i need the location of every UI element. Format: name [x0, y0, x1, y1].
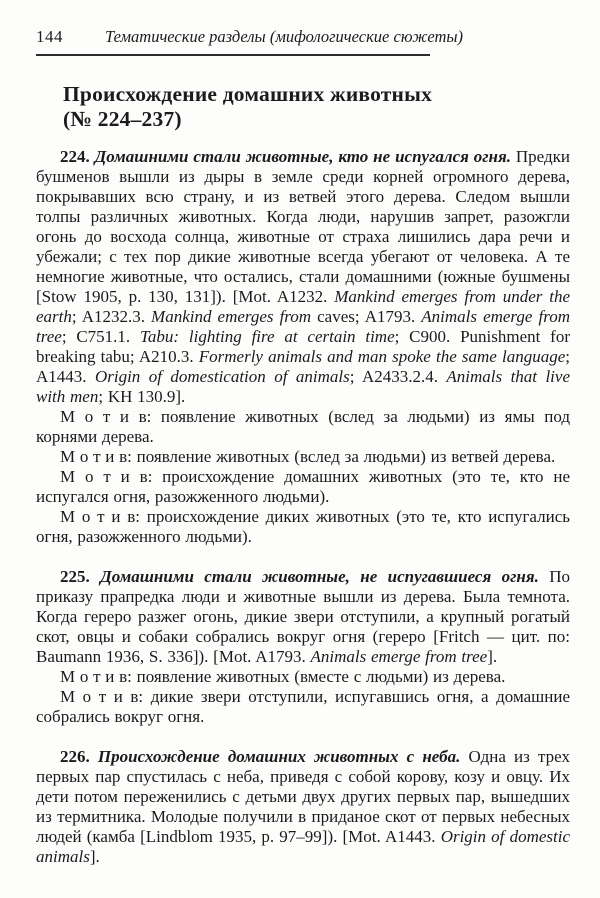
motif-text: появление животных (вместе с людьми) из дерева. — [131, 667, 506, 687]
motif-text: появление животных (вслед за людьми) из ветвей дерева. — [131, 447, 556, 467]
entry-224-segment-14: ; A2433.2.4. — [349, 367, 447, 387]
entry-224-segment-2: Предки бушменов вышли из дыры в земле среди корней огромного дерева, покрывавших всю страну, и из ветвей этого дерева. Следом вышли толпы различных животных. Когда люди, нарушив запрет, разожгли огонь до восхода солнца, животные от страха лишились дара речи и убежали; с тех пор дикие животные всегда убегают от человека. А те немногие животные, что остались, стали домашними (южные бушмены [Stow 1905, p. 130, 131]). [Mot. A1232. — [36, 147, 571, 307]
section-title-line2: (№ 224–237) — [63, 107, 182, 132]
entry-226-paragraph — [36, 747, 570, 867]
running-title: Тематические разделы (мифологические сюжеты) — [105, 27, 464, 46]
entry-224-segment-7: Animals emerge from tree — [36, 307, 570, 347]
entry-224-segment-8: ; C751.1. — [61, 327, 140, 347]
entry-225-segment-3: Animals emerge from tree — [310, 647, 488, 667]
entry-225-paragraph — [36, 567, 570, 667]
entry-224-segment-12: ; A1443. — [36, 347, 570, 387]
entry-224-segment-5: Mankind emerges from — [151, 307, 312, 327]
entry-224-segment-11: Formerly animals and man spoke the same language — [198, 347, 566, 367]
entry-224-segment-0: 224. — [60, 147, 95, 167]
running-head — [36, 27, 464, 56]
entry-224-segment-6: caves; A1793. — [311, 307, 422, 327]
entry-225-motif-0 — [36, 667, 570, 687]
motif-label: М о т и в: — [60, 447, 132, 467]
motif-label: М о т и в: — [60, 507, 140, 527]
entry-224-paragraph — [36, 147, 570, 407]
entry-224-segment-9: Tabu: lighting fire at certain time — [140, 327, 395, 347]
entry-225-segment-4: ]. — [487, 647, 498, 667]
motif-text: дикие звери отступили, испугавшись огня, а домашние собрались вокруг огня. — [36, 687, 570, 727]
entry-224-segment-15: Animals that live with men — [36, 367, 570, 407]
section-title-line1: Происхождение домашних животных — [63, 82, 433, 106]
page-number: 144 — [36, 27, 63, 46]
section-title — [63, 82, 570, 132]
motif-text: появление животных (вслед за людьми) из ямы под корнями дерева. — [36, 407, 570, 447]
motif-text: происхождение домашних животных (это те, кто не испугался огня, разожженного людьми). — [36, 467, 570, 507]
motif-label: М о т и в: — [60, 407, 152, 427]
entry-224-segment-1: Домашними стали животные, кто не испугался огня. — [94, 147, 516, 167]
motif-text: происхождение диких животных (это те, кто испугались огня, разожженного людьми). — [36, 507, 570, 547]
entry-224-motif-1 — [36, 447, 570, 467]
entry-224-segment-10: ; C900. Punishment for breaking tabu; A210.3. — [36, 327, 570, 367]
entry-224-motif-3 — [36, 507, 570, 547]
entry-226-segment-2: Одна из трех первых пар спустилась с неба, приведя с собой корову, козу и овцу. Их дети потом переженились с детьми двух других первых пар, вышедших из термитника. Молодые получили в приданое скот от первых небесных людей (камба [Lindblom 1935, p. 97–99]). [Mot. A1443. — [36, 747, 570, 847]
entry-226 — [36, 747, 570, 867]
entry-226-segment-0: 226. — [60, 747, 98, 767]
entry-225-motif-1 — [36, 687, 570, 727]
entry-225-segment-2: По приказу прапредка люди и животные вышли из дерева. Была темнота. Когда гереро разжег огонь, дикие звери отступили, а крупный рогатый скот, овцы и собаки собрались вокруг огня (гереро [Fritch — цит. по: Baumann 1936, S. 336]). [Mot. A1793. — [36, 567, 571, 667]
entry-224 — [36, 147, 570, 547]
motif-label: М о т и в: — [60, 687, 144, 707]
entry-226-segment-4: ]. — [89, 847, 100, 867]
entry-226-segment-1: Происхождение домашних животных с неба. — [97, 747, 469, 767]
entry-224-segment-16: ; KH 130.9]. — [98, 387, 186, 407]
entry-224-motif-0 — [36, 407, 570, 447]
entry-224-segment-4: ; A1232.3. — [71, 307, 152, 327]
entry-224-segment-3: Mankind emerges from under the earth — [36, 287, 570, 327]
motif-label: М о т и в: — [60, 467, 153, 487]
entry-225 — [36, 567, 570, 727]
entry-225-segment-1: Домашними стали животные, не испугавшиеся огня. — [100, 567, 550, 587]
entry-225-segment-0: 225. — [60, 567, 101, 587]
entry-226-segment-3: Origin of domestic animals — [36, 827, 570, 867]
entry-224-motif-2 — [36, 467, 570, 507]
motif-label: М о т и в: — [60, 667, 132, 687]
entries-list — [36, 147, 570, 867]
entry-224-segment-13: Origin of domestication of animals — [94, 367, 350, 387]
